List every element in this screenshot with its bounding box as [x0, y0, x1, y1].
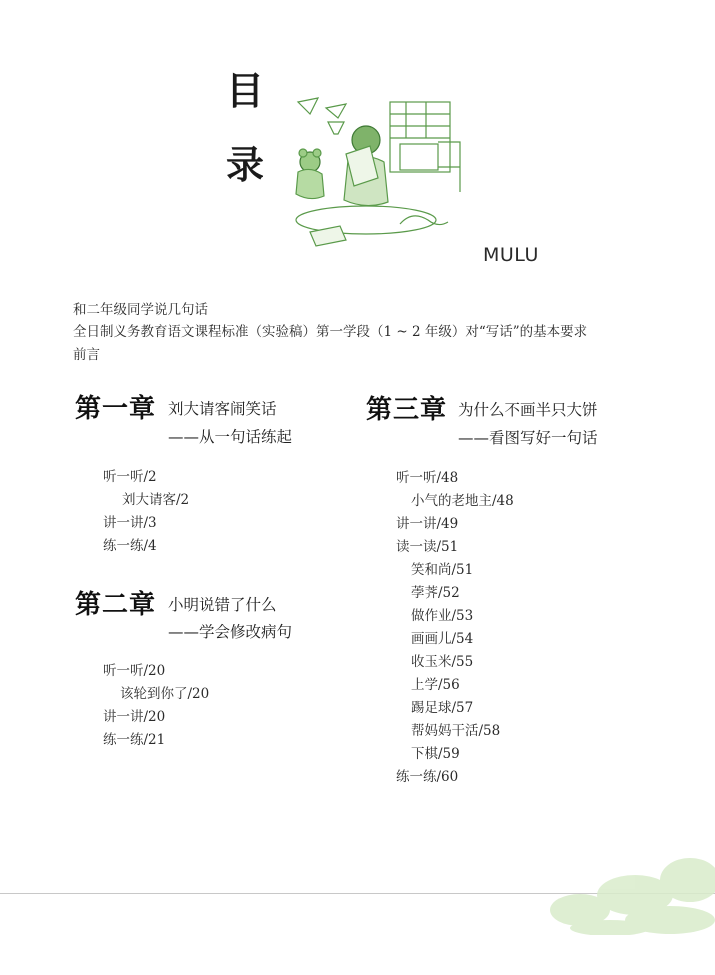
chapter-1-subtitle: 刘大请客闹笑话 — [168, 400, 277, 418]
toc-item[interactable]: 讲一讲/3 — [103, 515, 157, 531]
toc-item[interactable]: 听一听/48 — [396, 470, 459, 486]
chapter-1-title: 第一章 — [75, 394, 157, 424]
toc-item[interactable]: 上学/56 — [411, 677, 460, 693]
toc-item[interactable]: 该轮到你了/20 — [120, 686, 210, 702]
toc-item[interactable]: 读一读/51 — [396, 539, 459, 555]
toc-item[interactable]: 讲一讲/20 — [103, 709, 166, 725]
page-title-char-1: 目 — [226, 68, 265, 113]
chapter-3-title: 第三章 — [366, 395, 448, 425]
chapter-2-title: 第二章 — [75, 590, 157, 620]
leaf-decoration-icon — [540, 840, 715, 935]
toc-item[interactable]: 踢足球/57 — [411, 700, 474, 716]
page-title-char-2: 录 — [226, 142, 265, 187]
toc-item[interactable]: 刘大请客/2 — [122, 492, 190, 508]
toc-item[interactable]: 讲一讲/49 — [396, 516, 459, 532]
chapter-2-subtitle: 小明说错了什么 — [168, 596, 277, 614]
toc-item[interactable]: 练一练/4 — [103, 538, 157, 554]
child-reading-illustration-icon — [288, 92, 468, 252]
toc-item[interactable]: 听一听/2 — [103, 469, 157, 485]
intro-line: 和二年级同学说几句话 — [73, 302, 208, 318]
toc-item[interactable]: 帮妈妈干活/58 — [411, 723, 501, 739]
toc-item[interactable]: 练一练/60 — [396, 769, 459, 785]
toc-item[interactable]: 做作业/53 — [411, 608, 474, 624]
toc-item[interactable]: 听一听/20 — [103, 663, 166, 679]
intro-line: 全日制义务教育语文课程标准（实验稿）第一学段（1 ~ 2 年级）对“写话”的基本要求 — [73, 324, 588, 340]
toc-item[interactable]: 小气的老地主/48 — [411, 493, 514, 509]
chapter-3-subtitle: 为什么不画半只大饼 — [458, 401, 598, 419]
chapter-3-subtitle-2: ——看图写好一句话 — [458, 429, 598, 447]
pinyin-subtitle: MULU — [483, 244, 539, 266]
toc-item[interactable]: 荸荠/52 — [411, 585, 460, 601]
chapter-2-subtitle-2: ——学会修改病句 — [168, 623, 293, 641]
toc-item[interactable]: 笑和尚/51 — [411, 562, 474, 578]
toc-item[interactable]: 练一练/21 — [103, 732, 166, 748]
toc-item[interactable]: 画画儿/54 — [411, 631, 474, 647]
toc-item[interactable]: 下棋/59 — [411, 746, 460, 762]
chapter-1-subtitle-2: ——从一句话练起 — [168, 428, 293, 446]
toc-item[interactable]: 收玉米/55 — [411, 654, 474, 670]
intro-line: 前言 — [73, 347, 100, 363]
